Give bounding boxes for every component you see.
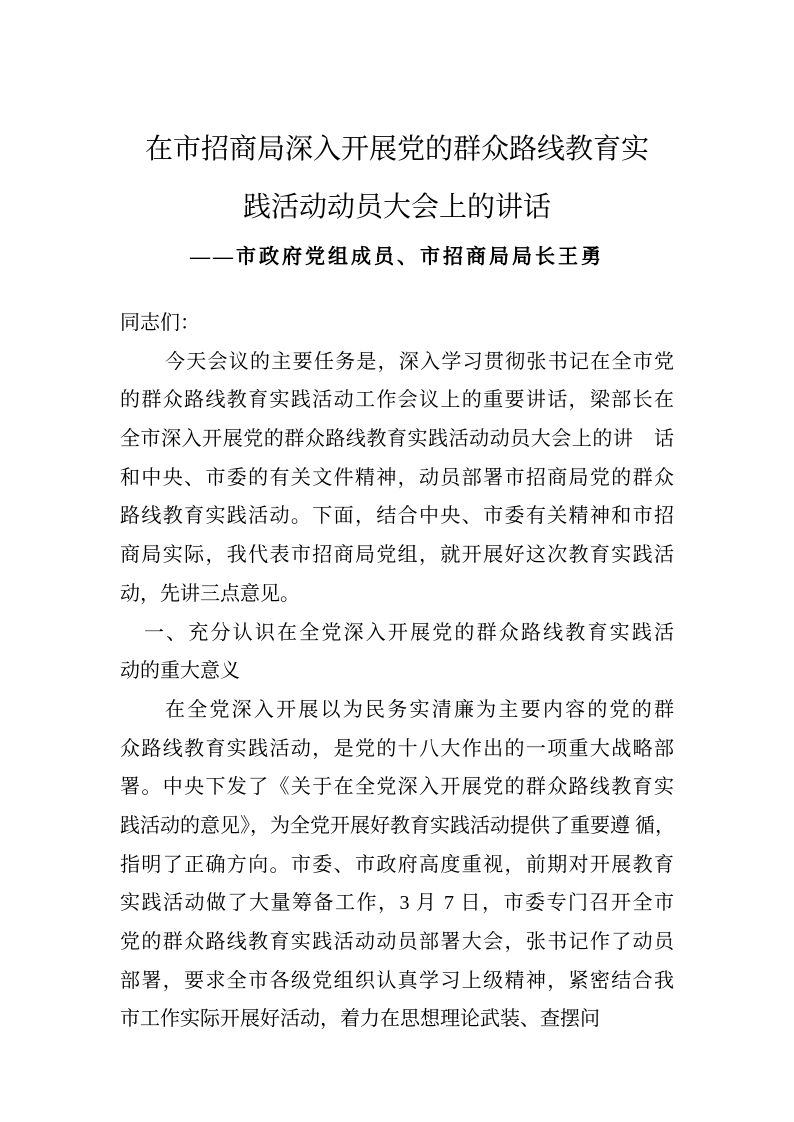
document-title-line-2: 践活动动员大会上的讲话: [242, 192, 551, 223]
body-line: 党的群众路线教育实践活动动员部署大会，张书记作了动员: [120, 931, 674, 953]
body-line: 践活动的意见》，为全党开展好教育实践活动提供了重要遵 循，: [120, 814, 675, 837]
document-byline: ——市政府党组成员、市招商局局长王勇: [190, 246, 604, 268]
body-line: 全市深入开展党的群众路线教育实践活动动员大会上的讲 话: [120, 428, 674, 451]
body-line: 市工作实际开展好活动，着力在思想理论武装、查摆问: [120, 1008, 600, 1031]
body-line: 实践活动做了大量筹备工作，3 月 7 日，市委专门召开全市: [120, 892, 674, 915]
body-line: 今天会议的主要任务是，深入学习贯彻张书记在全市党: [165, 350, 674, 373]
section-heading: [120, 614, 674, 691]
document-title-line-1: 在市招商局深入开展党的群众路线教育实: [144, 134, 649, 165]
body-line: 指明了正确方向。市委、市政府高度重视，前期对开展教育: [120, 853, 674, 876]
body-line: 的群众路线教育实践活动工作会议上的重要讲话，梁部长在: [120, 389, 674, 412]
body-line: 动，先讲三点意见。: [120, 582, 300, 605]
document-body: [120, 304, 674, 1039]
body-line: 众路线教育实践活动，是党的十八大作出的一项重大战略部: [120, 737, 674, 760]
body-line: 商局实际，我代表市招商局党组，就开展好这次教育实践活: [120, 544, 674, 567]
body-paragraph: [120, 304, 674, 343]
body-line: 在全党深入开展以为民务实清廉为主要内容的党的群: [165, 698, 674, 721]
body-paragraph: [120, 343, 674, 614]
document-title: [120, 121, 674, 237]
body-line: 和中央、市委的有关文件精神，动员部署市招商局党的群众: [120, 466, 674, 489]
heading-line: 动的重大意义: [120, 660, 240, 683]
body-line: 署。中央下发了《关于在全党深入开展党的群众路线教育实: [120, 776, 674, 799]
body-paragraph: [120, 691, 674, 1039]
body-line: 部署，要求全市各级党组织认真学习上级精神，紧密结合我: [120, 969, 674, 992]
body-line: 路线教育实践活动。下面，结合中央、市委有关精神和市招: [120, 505, 674, 528]
body-line: 同志们：: [120, 312, 200, 334]
heading-line: 一、充分认识在全党深入开展党的群众路线教育实践活: [144, 621, 674, 644]
